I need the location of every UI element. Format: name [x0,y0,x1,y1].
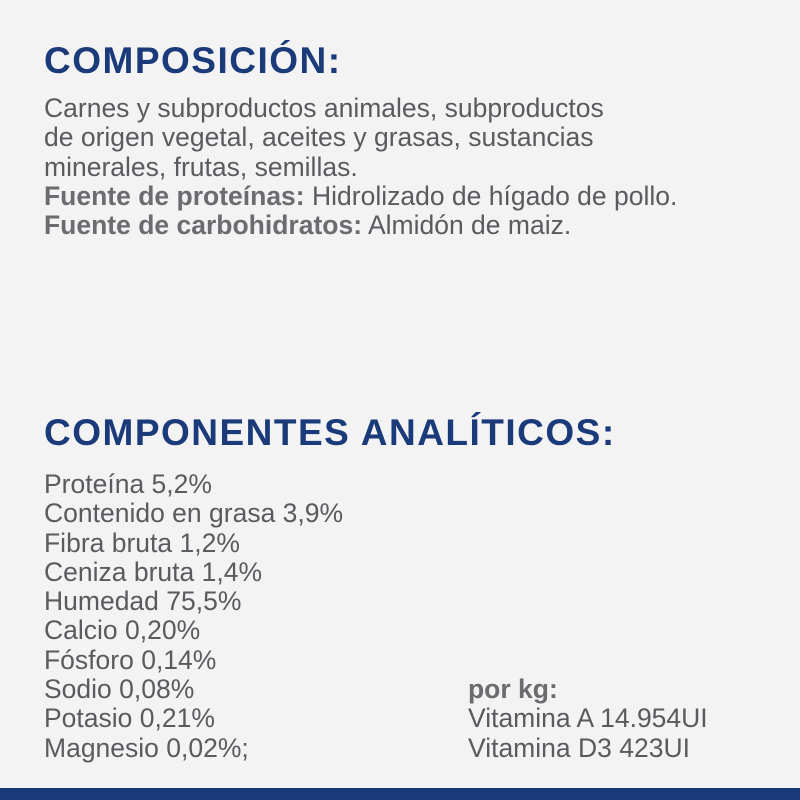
analytical-list [44,470,343,763]
analytical-item: Sodio 0,08% [44,674,195,705]
analytical-item: Magnesio 0,02%; [44,732,249,763]
analytical-item: Ceniza bruta 1,4% [44,556,263,587]
analytical-item: Humedad 75,5% [44,586,242,617]
vitamin-item: Vitamina D3 423UI [468,732,690,763]
analytical-item: Proteína 5,2% [44,469,212,499]
protein-source-label: Fuente de proteínas: [44,180,305,211]
protein-source [44,182,677,211]
composition-line: Carnes y subproductos animales, subproductos [44,93,604,123]
carb-source-label: Fuente de carbohidratos: [44,210,363,241]
analytical-item: Calcio 0,20% [44,615,201,646]
vitamin-item: Vitamina A 14.954UI [468,703,708,734]
analytical-item: Contenido en grasa 3,9% [44,498,344,529]
composition-heading: COMPOSICIÓN: [44,40,342,81]
composition-line: de origen vegetal, aceites y grasas, sustancias [44,122,594,153]
carb-source-value: Almidón de maiz. [362,210,572,241]
bottom-bar [0,788,800,800]
vitamin-list [468,675,708,763]
analytical-heading: COMPONENTES ANALÍTICOS: [44,412,616,453]
per-kg-label: por kg: [468,674,558,704]
carb-source [44,211,677,240]
analytical-item: Fibra bruta 1,2% [44,527,240,558]
protein-source-value: Hidrolizado de hígado de pollo. [304,180,678,211]
analytical-item: Fósforo 0,14% [44,644,217,675]
composition-text [44,94,677,240]
analytical-item: Potasio 0,21% [44,703,215,734]
composition-line: minerales, frutas, semillas. [44,151,358,182]
